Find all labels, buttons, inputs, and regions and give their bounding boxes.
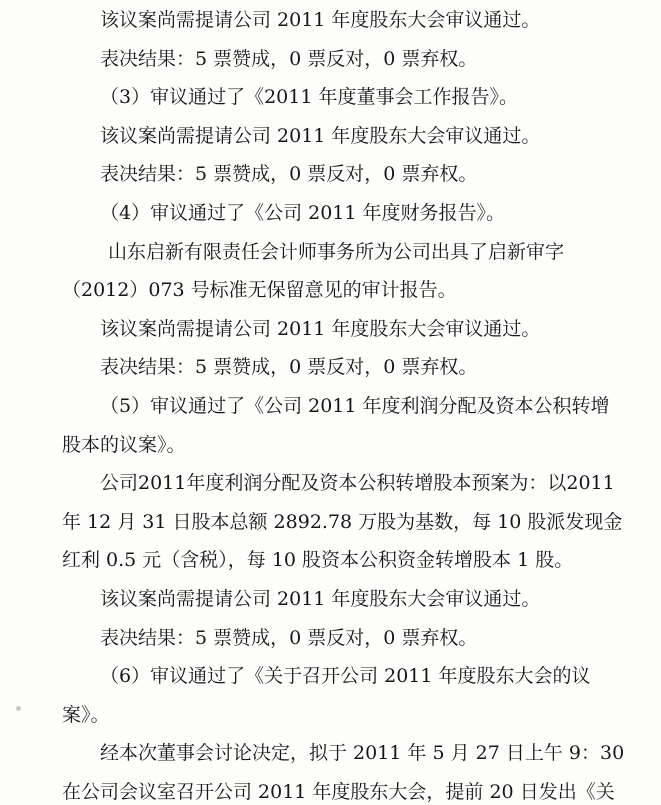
paragraph-line: 该议案尚需提请公司 2011 年度股东大会审议通过。 <box>100 9 541 31</box>
paragraph-continuation-line: 红利 0.5 元（含税），每 10 股资本公积资金转增股本 1 股。 <box>62 549 574 572</box>
paragraph-line: 公司2011年度利润分配及资本公积转增股本预案为：以2011 <box>100 472 615 495</box>
paragraph-line: 山东启新有限责任会计师事务所为公司出具了启新审字 <box>108 240 565 263</box>
paragraph-line: （3）审议通过了《2011 年度董事会工作报告》。 <box>100 86 518 109</box>
paragraph-line: 该议案尚需提请公司 2011 年度股东大会审议通过。 <box>100 124 541 147</box>
document-body <box>62 1 650 805</box>
paragraph-line: 该议案尚需提请公司 2011 年度股东大会审议通过。 <box>100 587 541 610</box>
paragraph-line: 表决结果：5 票赞成，0 票反对，0 票弃权。 <box>100 626 478 649</box>
paragraph-line: 表决结果：5 票赞成，0 票反对，0 票弃权。 <box>100 163 478 186</box>
paragraph-continuation-line: （2012）073 号标准无保留意见的审计报告。 <box>62 279 457 302</box>
paragraph-line: （6）审议通过了《关于召开公司 2011 年度股东大会的议 <box>100 665 591 688</box>
paragraph-line: （5）审议通过了《公司 2011 年度利润分配及资本公积转增 <box>100 394 610 417</box>
paragraph-continuation-line: 在公司会议室召开公司 2011 年度股东大会，提前 20 日发出《关 <box>62 780 615 803</box>
paragraph-line: （4）审议通过了《公司 2011 年度财务报告》。 <box>100 201 506 224</box>
paragraph-line: 该议案尚需提请公司 2011 年度股东大会审议通过。 <box>100 317 541 340</box>
paragraph-line: 表决结果：5 票赞成，0 票反对，0 票弃权。 <box>100 47 478 70</box>
paragraph-line: 经本次董事会讨论决定，拟于 2011 年 5 月 27 日上午 9：30 <box>100 742 625 765</box>
paragraph-continuation-line: 案》。 <box>62 703 110 726</box>
paragraph-continuation-line: 年 12 月 31 日股本总额 2892.78 万股为基数，每 10 股派发现金 <box>62 510 623 533</box>
paragraph-continuation-line: 股本的议案》。 <box>62 433 186 456</box>
scan-speck <box>16 706 21 711</box>
paragraph-line: 表决结果：5 票赞成，0 票反对，0 票弃权。 <box>100 356 478 379</box>
